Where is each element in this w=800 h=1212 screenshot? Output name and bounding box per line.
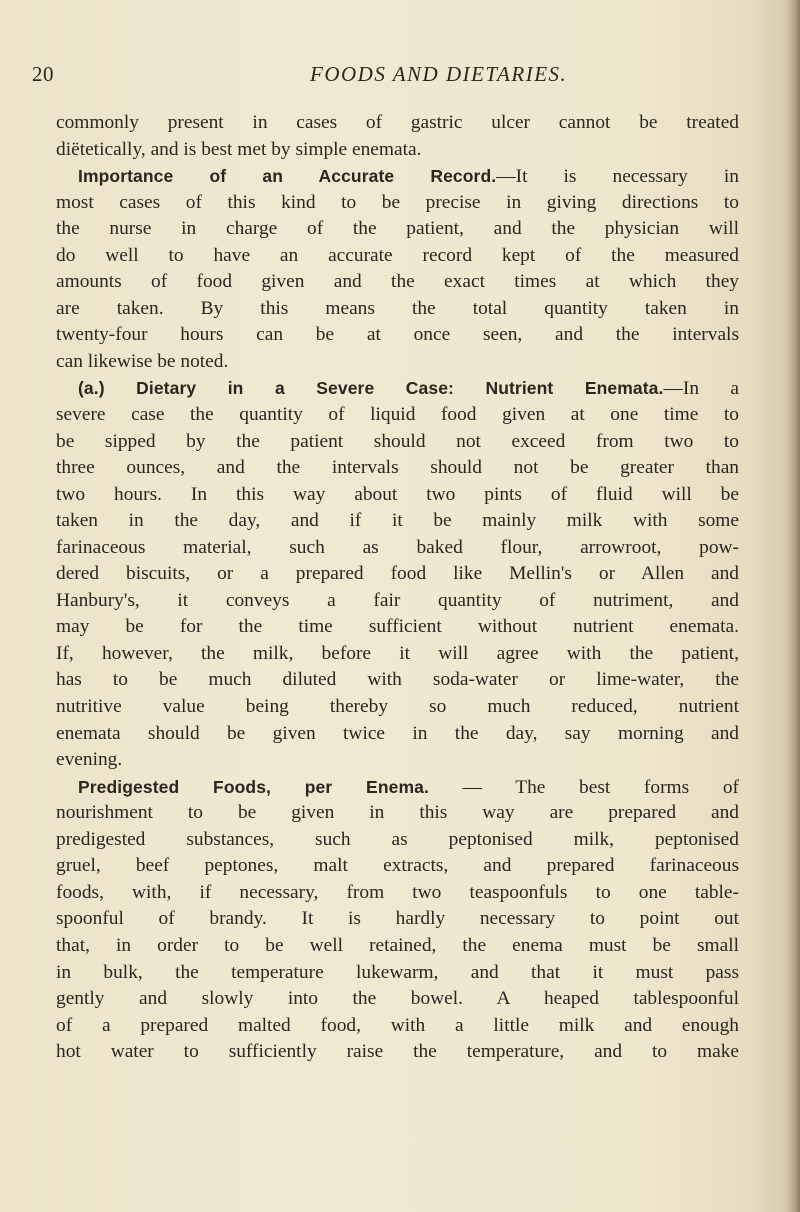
running-head (32, 62, 732, 92)
text-line: diëtetically, and is best met by simple enemata. (56, 138, 422, 160)
text-line: gruel, beef peptones, malt extracts, and prepared farinaceous (56, 855, 739, 877)
text-line: nourishment to be given in this way are prepared and (56, 802, 739, 824)
text-line: evening. (56, 749, 123, 771)
text-line: be sipped by the patient should not exceed from two to (56, 430, 739, 452)
text-line: of a prepared malted food, with a little milk and enough (56, 1014, 739, 1036)
text-line: most cases of this kind to be precise in giving directions to (56, 191, 739, 213)
text-line: foods, with, if necessary, from two teaspoonfuls to one table- (56, 881, 739, 903)
page-number: 20 (32, 62, 54, 86)
text-line: three ounces, and the intervals should not be greater than (56, 457, 739, 479)
page-edge-shadow (786, 0, 800, 1212)
text-line: are taken. By this means the total quantity taken in (56, 297, 739, 319)
paragraph-dietary-severe-start (56, 375, 739, 402)
text-line: spoonful of brandy. It is hardly necessary to point out (56, 908, 739, 930)
text-line: in bulk, the temperature lukewarm, and that it must pass (56, 961, 739, 983)
heading-accurate-record: Importance of an Accurate Record. (78, 166, 497, 187)
text-line: If, however, the milk, before it will agree with the patient, (56, 642, 739, 664)
heading-dietary-severe: (a.) Dietary in a Severe Case: Nutrient Enemata. (78, 378, 664, 399)
text-line: predigested substances, such as peptonised milk, peptonised (56, 828, 739, 850)
text-line: — The best forms of (462, 776, 739, 798)
text-line: the nurse in charge of the patient, and the physician will (56, 218, 739, 240)
text-line: dered biscuits, or a prepared food like Mellin's or Allen and (56, 563, 739, 585)
paragraph-accurate-record-start: Importance of an Accurate Record.—It is necessary in (78, 166, 739, 188)
text-line: nutritive value being thereby so much reduced, nutrient (56, 696, 739, 718)
text-line: amounts of food given and the exact times at which they (56, 271, 739, 293)
text-line: gently and slowly into the bowel. A heaped tablespoonful (56, 988, 739, 1010)
heading-predigested: Predigested Foods, per Enema. (78, 776, 429, 797)
paragraph-predigested-start (56, 774, 739, 801)
text-line: commonly present in cases of gastric ulcer cannot be treated (56, 112, 739, 133)
text-line: that, in order to be well retained, the enema must be small (56, 934, 739, 956)
text-line: twenty-four hours can be at once seen, and the intervals (56, 324, 739, 346)
body-text (56, 110, 739, 1066)
text-line: may be for the time sufficient without nutrient enemata. (56, 616, 739, 638)
text-line: Hanbury's, it conveys a fair quantity of nutriment, and (56, 589, 739, 611)
text-line: do well to have an accurate record kept of the measured (56, 244, 739, 266)
text-line: two hours. In this way about two pints of fluid will be (56, 483, 739, 505)
text-line: can likewise be noted. (56, 350, 229, 372)
running-title: FOODS AND DIETARIES. (310, 62, 568, 86)
text-line: farinaceous material, such as baked flour, arrowroot, pow- (56, 536, 739, 558)
text-line: enemata should be given twice in the day, say morning and (56, 722, 739, 744)
text-line: hot water to sufficiently raise the temperature, and to make (56, 1041, 739, 1063)
text-line: It is necessary in (515, 166, 739, 188)
text-line: taken in the day, and if it be mainly milk with some (56, 510, 739, 532)
text-line: severe case the quantity of liquid food given at one time to (56, 404, 739, 426)
text-line: has to be much diluted with soda-water or lime-water, the (56, 669, 739, 691)
text-line: —In a (663, 378, 739, 400)
